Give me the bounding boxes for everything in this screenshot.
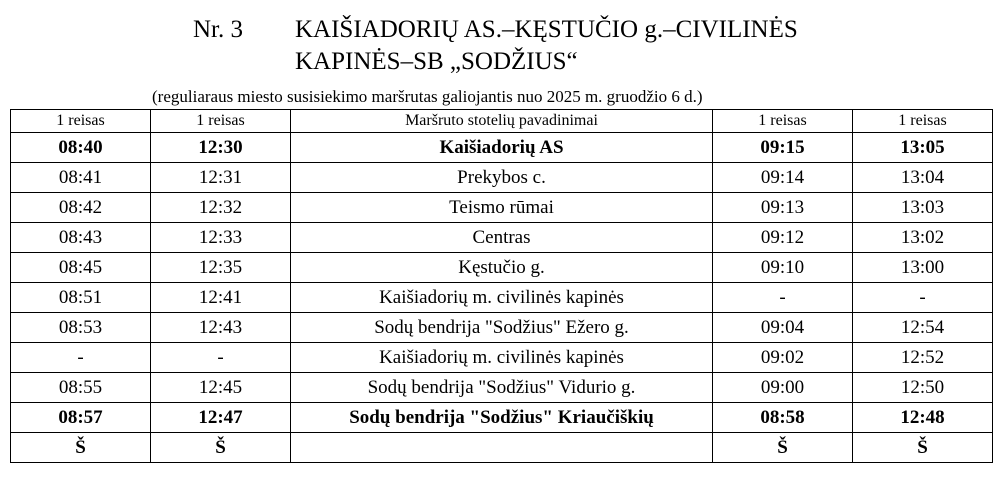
route-number: Nr. 3 xyxy=(193,16,243,43)
table-row xyxy=(11,223,993,253)
header-row xyxy=(11,110,993,133)
departure-time-cell: 08:45 xyxy=(11,253,151,283)
return-time-cell: 09:13 xyxy=(713,193,853,223)
return-time-cell: Š xyxy=(853,433,993,463)
departure-time-cell: 12:43 xyxy=(151,313,291,343)
stop-name-cell: Sodų bendrija "Sodžius" Vidurio g. xyxy=(291,373,713,403)
stop-name-cell: Prekybos c. xyxy=(291,163,713,193)
stop-name-cell: Kaišiadorių AS xyxy=(291,133,713,163)
stop-name-cell: Teismo rūmai xyxy=(291,193,713,223)
table-row xyxy=(11,133,993,163)
return-time-cell: 13:03 xyxy=(853,193,993,223)
return-time-cell: 13:05 xyxy=(853,133,993,163)
table-row xyxy=(11,253,993,283)
timetable xyxy=(10,109,993,463)
departure-time-cell: - xyxy=(151,343,291,373)
departure-time-cell: 12:35 xyxy=(151,253,291,283)
stop-name-cell xyxy=(291,433,713,463)
table-row xyxy=(11,433,993,463)
departure-time-cell: 08:51 xyxy=(11,283,151,313)
stop-name-cell: Sodų bendrija "Sodžius" Kriaučiškių xyxy=(291,403,713,433)
column-header: 1 reisas xyxy=(713,110,853,133)
departure-time-cell: 12:41 xyxy=(151,283,291,313)
validity-note: (reguliaraus miesto susisiekimo maršrutas galiojantis nuo 2025 m. gruodžio 6 d.) xyxy=(152,87,703,106)
departure-time-cell: - xyxy=(11,343,151,373)
departure-time-cell: 08:53 xyxy=(11,313,151,343)
return-time-cell: Š xyxy=(713,433,853,463)
stop-name-cell: Kęstučio g. xyxy=(291,253,713,283)
schedule-title xyxy=(193,14,798,78)
departure-time-cell: 08:40 xyxy=(11,133,151,163)
title-line-1 xyxy=(193,14,798,46)
table-row xyxy=(11,343,993,373)
table-row xyxy=(11,193,993,223)
departure-time-cell: 12:32 xyxy=(151,193,291,223)
departure-time-cell: 08:55 xyxy=(11,373,151,403)
departure-time-cell: 08:57 xyxy=(11,403,151,433)
title-line-2: KAPINĖS–SB „SODŽIUS“ xyxy=(295,48,578,75)
departure-time-cell: 08:41 xyxy=(11,163,151,193)
return-time-cell: - xyxy=(853,283,993,313)
return-time-cell: 09:10 xyxy=(713,253,853,283)
title-text-1: KAIŠIADORIŲ AS.–KĘSTUČIO g.–CIVILINĖS xyxy=(295,16,798,43)
return-time-cell: 13:04 xyxy=(853,163,993,193)
table-row xyxy=(11,313,993,343)
return-time-cell: 09:00 xyxy=(713,373,853,403)
return-time-cell: 13:00 xyxy=(853,253,993,283)
table-row xyxy=(11,373,993,403)
return-time-cell: 09:12 xyxy=(713,223,853,253)
table-row xyxy=(11,163,993,193)
stop-name-cell: Sodų bendrija "Sodžius" Ežero g. xyxy=(291,313,713,343)
return-time-cell: 09:14 xyxy=(713,163,853,193)
return-time-cell: 13:02 xyxy=(853,223,993,253)
return-time-cell: 12:54 xyxy=(853,313,993,343)
return-time-cell: 09:04 xyxy=(713,313,853,343)
departure-time-cell: 12:33 xyxy=(151,223,291,253)
return-time-cell: - xyxy=(713,283,853,313)
departure-time-cell: 12:45 xyxy=(151,373,291,403)
table-row xyxy=(11,403,993,433)
departure-time-cell: Š xyxy=(11,433,151,463)
return-time-cell: 09:15 xyxy=(713,133,853,163)
stop-name-cell: Centras xyxy=(291,223,713,253)
departure-time-cell: 08:42 xyxy=(11,193,151,223)
return-time-cell: 09:02 xyxy=(713,343,853,373)
column-header: 1 reisas xyxy=(151,110,291,133)
stop-name-cell: Kaišiadorių m. civilinės kapinės xyxy=(291,343,713,373)
departure-time-cell: 12:30 xyxy=(151,133,291,163)
return-time-cell: 08:58 xyxy=(713,403,853,433)
stop-name-cell: Kaišiadorių m. civilinės kapinės xyxy=(291,283,713,313)
departure-time-cell: 12:31 xyxy=(151,163,291,193)
return-time-cell: 12:48 xyxy=(853,403,993,433)
return-time-cell: 12:52 xyxy=(853,343,993,373)
return-time-cell: 12:50 xyxy=(853,373,993,403)
departure-time-cell: 08:43 xyxy=(11,223,151,253)
departure-time-cell: 12:47 xyxy=(151,403,291,433)
table-row xyxy=(11,283,993,313)
column-header: 1 reisas xyxy=(11,110,151,133)
departure-time-cell: Š xyxy=(151,433,291,463)
timetable-body xyxy=(11,133,993,463)
column-header: Maršruto stotelių pavadinimai xyxy=(291,110,713,133)
column-header: 1 reisas xyxy=(853,110,993,133)
